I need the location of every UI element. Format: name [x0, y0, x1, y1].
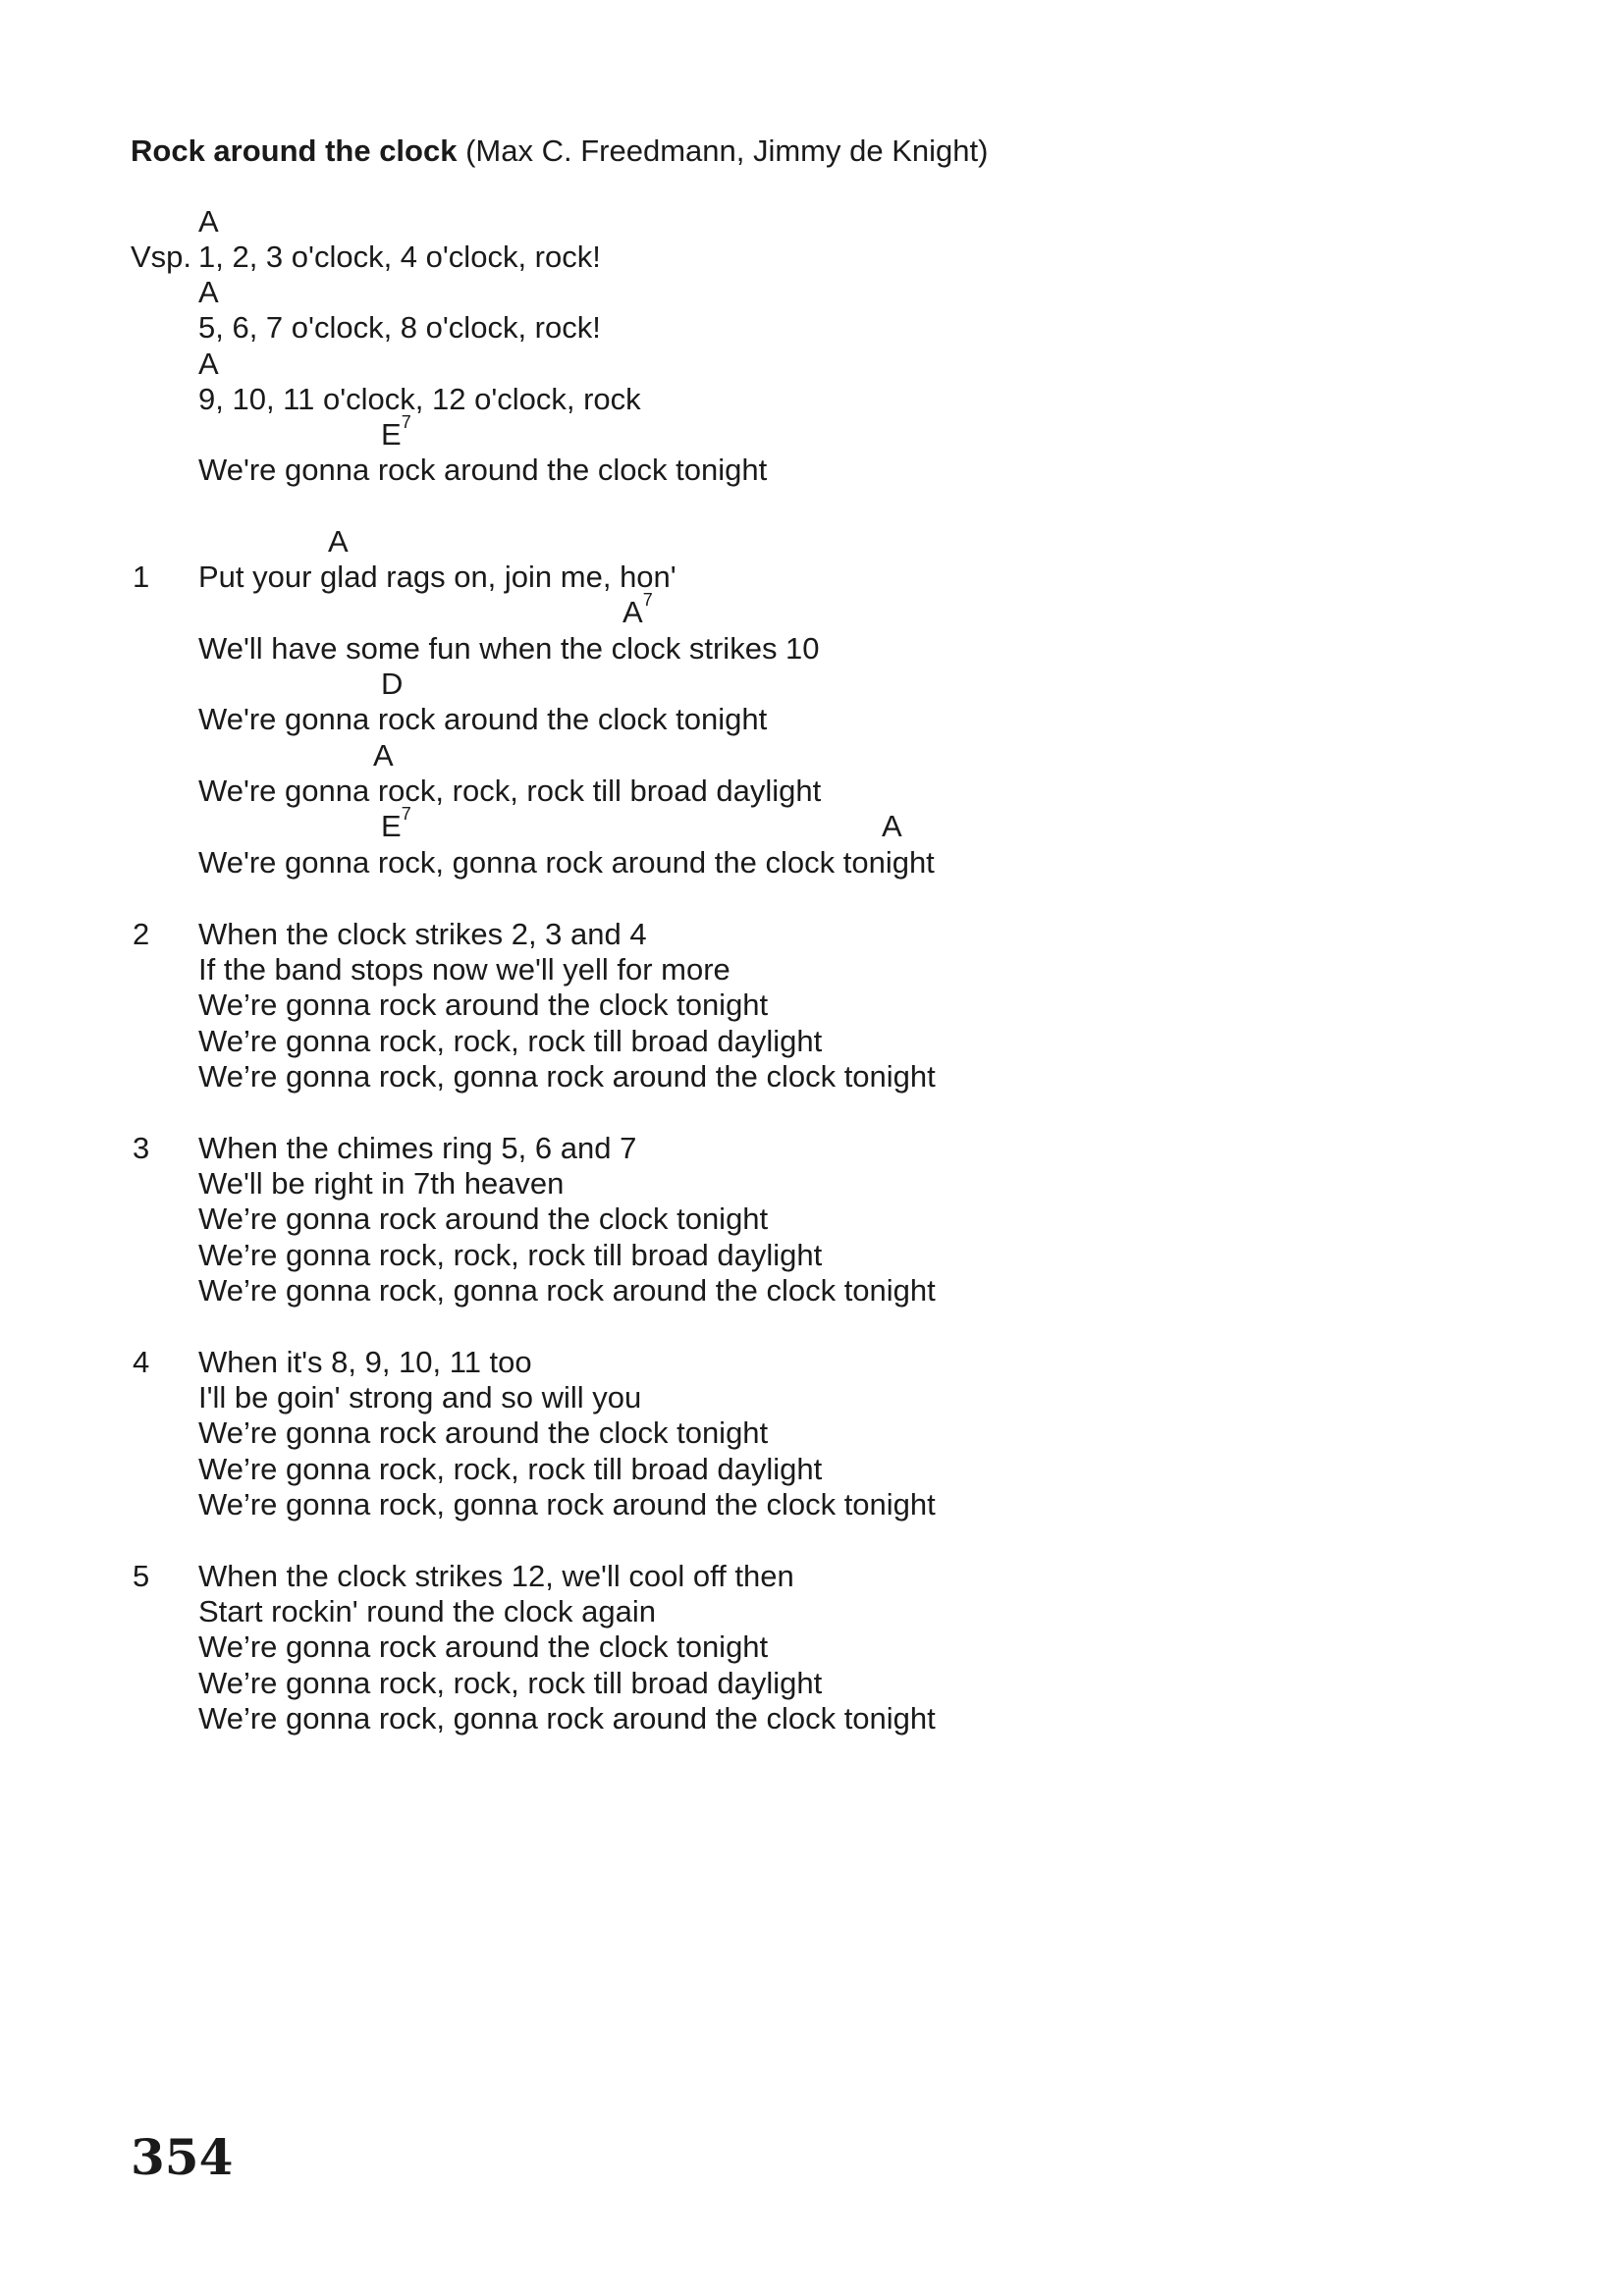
lyric-line: We’re gonna rock, rock, rock till broad daylight [198, 1666, 823, 1700]
lyric-line: Start rockin' round the clock again [198, 1594, 656, 1629]
chord: $A^7$ [622, 590, 653, 629]
lyric-line: We’re gonna rock around the clock tonight [198, 1415, 769, 1450]
verse-label: 3 [133, 1131, 150, 1165]
lyric-line: We’re gonna rock, gonna rock around the clock tonight [198, 1059, 936, 1094]
chord: A [373, 738, 394, 773]
chord: A [198, 347, 219, 381]
chord: $E^7$ [381, 804, 411, 843]
lyric-line: We'll be right in 7th heaven [198, 1166, 565, 1201]
lyric-line: 5, 6, 7 o'clock, 8 o'clock, rock! [198, 310, 601, 345]
song-authors: (Max C. Freedmann, Jimmy de Knight) [465, 133, 989, 168]
song-title: Rock around the clock [131, 133, 458, 168]
verse-label: 4 [133, 1345, 150, 1379]
lyric-line: We're gonna rock around the clock tonight [198, 453, 768, 487]
lyric-line: We’re gonna rock, rock, rock till broad daylight [198, 1452, 823, 1486]
chord: $E^7$ [381, 412, 411, 452]
lyric-line: We’re gonna rock around the clock tonight [198, 1629, 769, 1664]
chord: A [882, 809, 902, 843]
chord: D [381, 667, 404, 701]
lyric-line: When the clock strikes 12, we'll cool off then [198, 1559, 794, 1593]
lyric-line: We’re gonna rock, gonna rock around the clock tonight [198, 1701, 936, 1735]
lyric-line: Put your glad rags on, join me, hon' [198, 560, 676, 594]
lyric-line: When the clock strikes 2, 3 and 4 [198, 917, 647, 951]
lyric-line: We'll have some fun when the clock strikes 10 [198, 631, 820, 666]
song-heading [131, 133, 988, 169]
lyric-line: I'll be goin' strong and so will you [198, 1380, 642, 1415]
lyric-line: 9, 10, 11 o'clock, 12 o'clock, rock [198, 382, 641, 416]
lyric-line: When the chimes ring 5, 6 and 7 [198, 1131, 637, 1165]
verse-label: Vsp. [131, 240, 192, 274]
lyric-line: 1, 2, 3 o'clock, 4 o'clock, rock! [198, 240, 601, 274]
lyric-line: We’re gonna rock around the clock tonight [198, 1201, 769, 1236]
lyric-line: We’re gonna rock, gonna rock around the clock tonight [198, 1487, 936, 1522]
lyric-line: We’re gonna rock, rock, rock till broad daylight [198, 1024, 823, 1058]
chord: A [328, 524, 349, 559]
verse-label: 1 [133, 560, 150, 594]
chord: A [198, 204, 219, 239]
lyric-line: If the band stops now we'll yell for more [198, 952, 730, 987]
lyric-line: We’re gonna rock, rock, rock till broad daylight [198, 1238, 823, 1272]
chord: A [198, 275, 219, 309]
page-number: 354 [131, 2128, 234, 2186]
lyric-line: We're gonna rock, rock, rock till broad daylight [198, 774, 822, 808]
lyric-line: We're gonna rock around the clock tonight [198, 702, 768, 736]
verse-label: 2 [133, 917, 150, 951]
lyric-line: We're gonna rock, gonna rock around the clock tonight [198, 845, 935, 880]
lyric-line: We’re gonna rock, gonna rock around the clock tonight [198, 1273, 936, 1308]
verse-label: 5 [133, 1559, 150, 1593]
lyric-line: We’re gonna rock around the clock tonight [198, 988, 769, 1022]
lyric-line: When it's 8, 9, 10, 11 too [198, 1345, 532, 1379]
